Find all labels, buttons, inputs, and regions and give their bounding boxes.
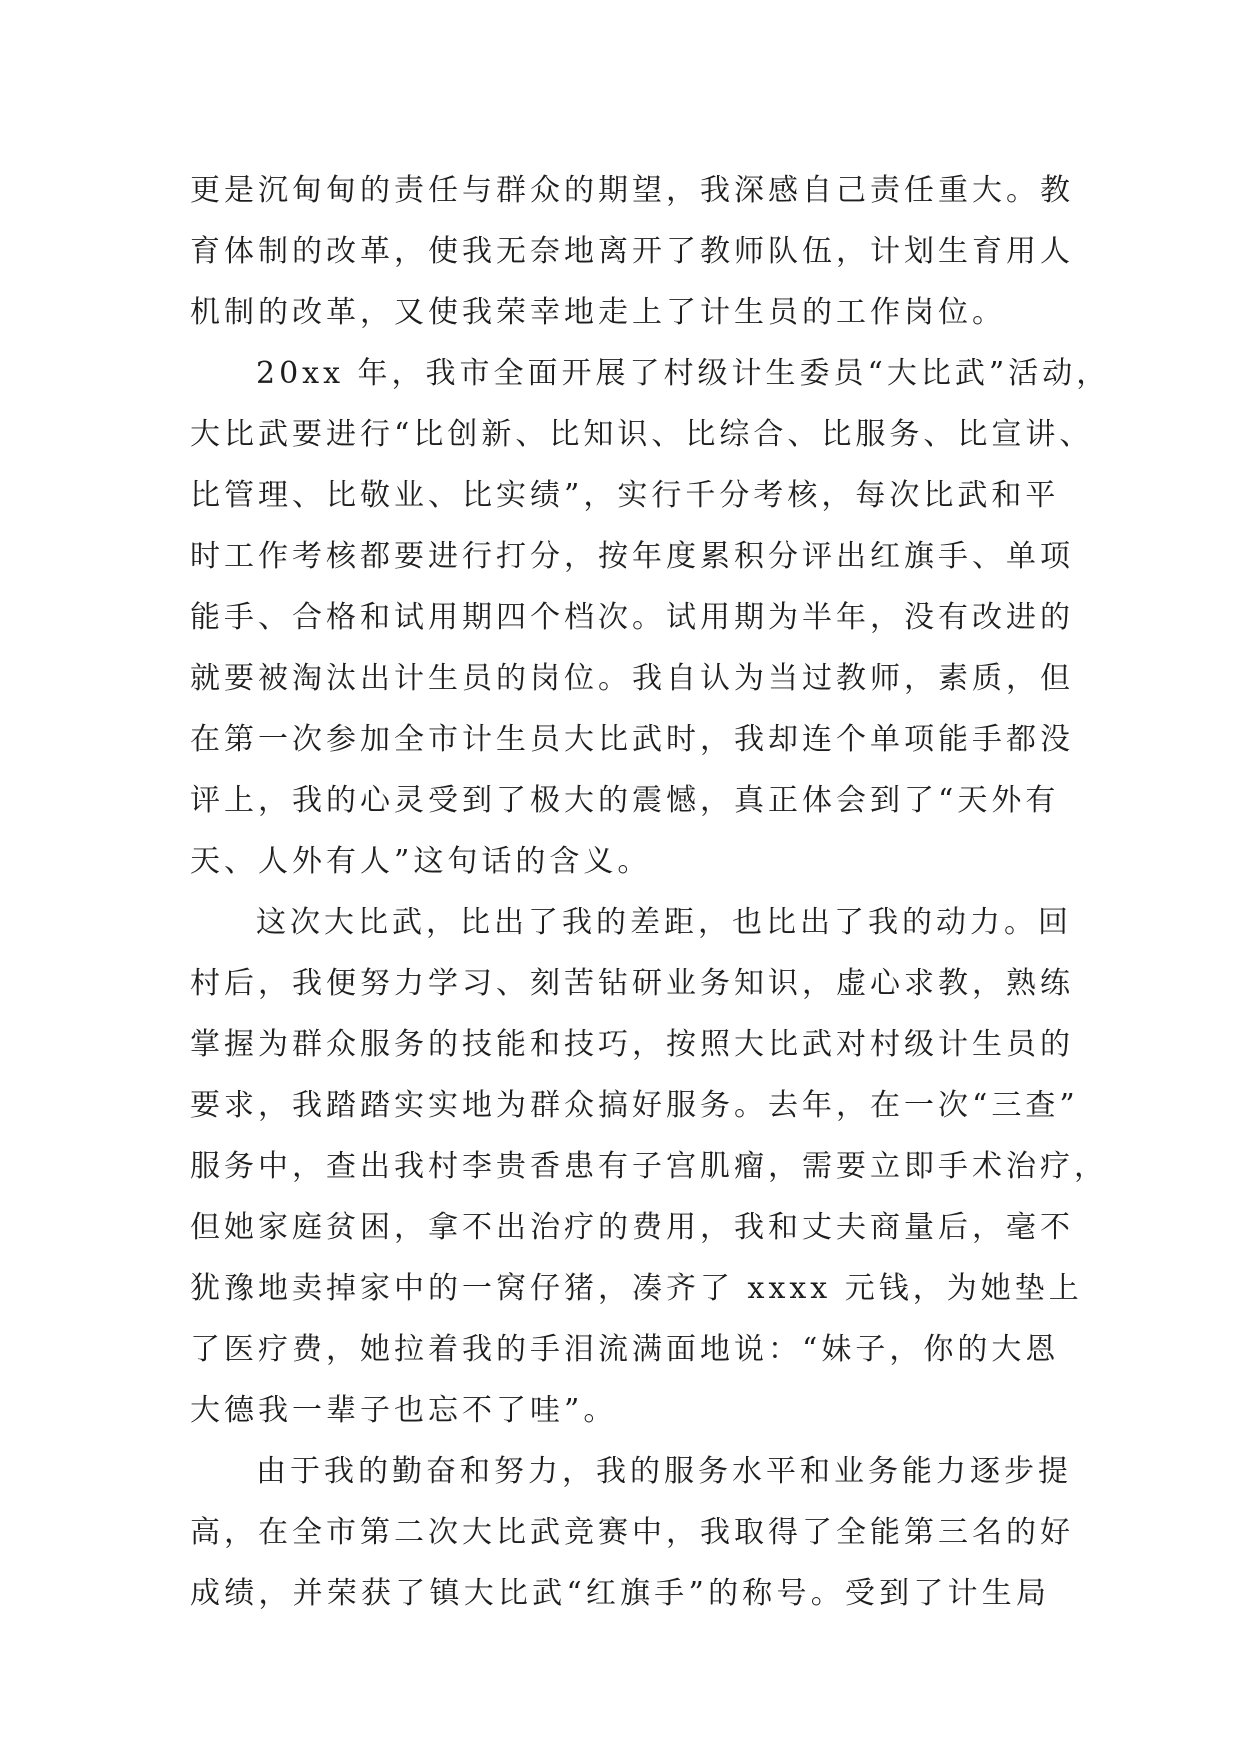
text-line: 育体制的改革，使我无奈地离开了教师队伍，计划生育用人: [190, 234, 1074, 269]
text-line: 大德我一辈子也忘不了哇”。: [190, 1393, 618, 1428]
text-line: 服务中，查出我村李贵香患有子宫肌瘤，需要立即手术治疗，: [190, 1149, 1108, 1184]
text-line: 了医疗费，她拉着我的手泪流满面地说：“妹子，你的大恩: [190, 1332, 1060, 1367]
text-line: 能手、合格和试用期四个档次。试用期为半年，没有改进的: [190, 600, 1074, 635]
text-line: 高，在全市第二次大比武竞赛中，我取得了全能第三名的好: [190, 1515, 1074, 1550]
text-line: 掌握为群众服务的技能和技巧，按照大比武对村级计生员的: [190, 1027, 1074, 1062]
text-line: 天、人外有人”这句话的含义。: [190, 844, 652, 879]
text-line: 村后，我便努力学习、刻苦钻研业务知识，虚心求教，熟练: [190, 966, 1074, 1001]
paragraph-first-line: 由于我的勤奋和努力，我的服务水平和业务能力逐步提: [256, 1454, 1072, 1489]
text-line: 评上，我的心灵受到了极大的震憾，真正体会到了“天外有: [190, 783, 1060, 818]
text-line: 要求，我踏踏实实地为群众搞好服务。去年，在一次“三查”: [190, 1088, 1079, 1123]
text-line: 机制的改革，又使我荣幸地走上了计生员的工作岗位。: [190, 295, 1006, 330]
paragraph-first-line: 这次大比武，比出了我的差距，也比出了我的动力。回: [256, 905, 1072, 940]
text-line: 时工作考核都要进行打分，按年度累积分评出红旗手、单项: [190, 539, 1074, 574]
text-line: 成绩，并荣获了镇大比武“红旗手”的称号。受到了计生局: [190, 1576, 1050, 1611]
text-line: 犹豫地卖掉家中的一窝仔猪，凑齐了 xxxx 元钱，为她垫上: [190, 1271, 1083, 1306]
body-text: [190, 160, 1111, 1624]
text-line: 在第一次参加全市计生员大比武时，我却连个单项能手都没: [190, 722, 1074, 757]
text-line: 就要被淘汰出计生员的岗位。我自认为当过教师，素质，但: [190, 661, 1074, 696]
text-line: 大比武要进行“比创新、比知识、比综合、比服务、比宣讲、: [190, 417, 1094, 452]
text-line: 更是沉甸甸的责任与群众的期望，我深感自己责任重大。教: [190, 173, 1074, 208]
paragraph-first-line: 20xx 年，我市全面开展了村级计生委员“大比武”活动，: [256, 356, 1111, 391]
text-line: 但她家庭贫困，拿不出治疗的费用，我和丈夫商量后，毫不: [190, 1210, 1074, 1245]
text-line: 比管理、比敬业、比实绩”，实行千分考核，每次比武和平: [190, 478, 1060, 513]
